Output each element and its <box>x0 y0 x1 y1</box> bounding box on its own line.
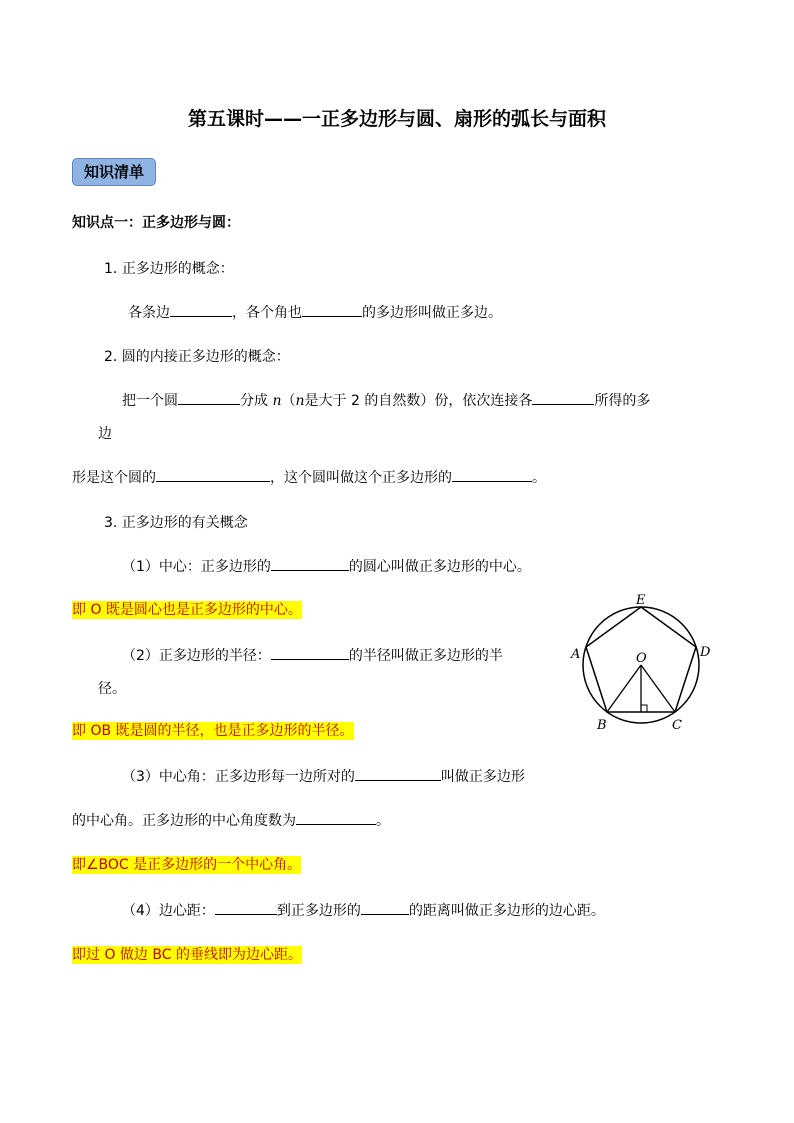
note-apothem <box>72 944 302 964</box>
item3-center-text-1: （1）中心：正多边形的 <box>122 559 271 575</box>
blank <box>296 810 376 825</box>
item3-center-text-2: 的圆心叫做正多边形的中心。 <box>348 559 531 575</box>
pentagon-circle-figure <box>566 592 726 738</box>
right-angle-mark <box>641 705 647 712</box>
blank <box>452 467 532 482</box>
page-title: 第五课时——一正多边形与圆、扇形的弧长与面积 <box>187 108 606 130</box>
item3-central-angle <box>122 766 525 786</box>
item3-apothem-text-3: 的距离叫做正多边形的边心距。 <box>408 903 605 919</box>
item3-apothem-text-2: 到正多边形的 <box>276 903 361 919</box>
item2-text-3: （ <box>281 393 296 409</box>
item2-text-9: 。 <box>532 470 546 486</box>
blank <box>355 766 441 781</box>
label-E: E <box>636 593 646 608</box>
blank <box>215 900 277 915</box>
item2-line2: 边 <box>98 426 112 442</box>
item2-line3 <box>72 467 546 487</box>
note-center <box>72 599 302 619</box>
item1-heading: 1. 正多边形的概念： <box>104 261 234 277</box>
blank <box>271 645 349 660</box>
segment-OB <box>607 665 641 712</box>
blank <box>361 900 409 915</box>
item2-text-7: 形是这个圆的 <box>72 470 156 486</box>
highlight-note: 即∠BOC 是正多边形的一个中心角。 <box>72 857 302 873</box>
blank <box>271 556 349 571</box>
item2-text-1: 把一个圆 <box>122 393 178 409</box>
item1-text-2: ，各个角也 <box>232 305 302 321</box>
item1-body <box>128 302 502 322</box>
highlight-note: 即 OB 既是圆的半径，也是正多边形的半径。 <box>72 723 354 739</box>
item3-angle-text-2: 叫做正多边形 <box>440 769 525 785</box>
item3-angle-text-1: （3）中心角：正多边形每一边所对的 <box>122 769 355 785</box>
highlight-note: 即过 O 做边 BC 的垂线即为边心距。 <box>72 947 302 963</box>
item2-line1 <box>122 390 650 410</box>
item3-center <box>122 556 531 576</box>
item3-radius-text-2: 的半径叫做正多边形的半 <box>348 648 503 664</box>
note-radius <box>72 720 354 740</box>
section-tag: 知识清单 <box>72 158 156 186</box>
label-D: D <box>700 645 711 660</box>
item3-radius <box>122 645 503 665</box>
item3-radius-cont: 径。 <box>98 681 126 697</box>
label-B: B <box>597 718 607 733</box>
blank <box>156 467 270 482</box>
item3-central-angle-cont <box>72 810 390 830</box>
item1-text-1: 各条边 <box>128 305 170 321</box>
item2-text-5: 所得的多 <box>594 393 651 409</box>
item3-heading: 3. 正多边形的有关概念 <box>104 515 248 531</box>
blank <box>532 390 594 405</box>
item1-text-3: 的多边形叫做正多边。 <box>362 305 502 321</box>
highlight-note: 即 O 既是圆心也是正多边形的中心。 <box>72 602 302 618</box>
item3-angle-text-4: 。 <box>376 813 390 829</box>
blank <box>178 390 240 405</box>
item3-angle-text-3: 的中心角。正多边形的中心角度数为 <box>72 813 296 829</box>
blank <box>170 302 232 317</box>
item3-apothem-text-1: （4）边心距： <box>122 903 215 919</box>
variable-n: n <box>272 393 282 409</box>
item3-radius-text-1: （2）正多边形的半径： <box>122 648 271 664</box>
item2-text-4: 是大于 2 的自然数）份，依次连接各 <box>304 393 533 409</box>
item2-text-2: 分成 <box>240 393 268 409</box>
item2-heading: 2. 圆的内接正多边形的概念： <box>104 349 290 365</box>
knowledge-point-heading: 知识点一：正多边形与圆： <box>72 215 240 231</box>
label-C: C <box>672 718 682 733</box>
blank <box>302 302 362 317</box>
note-central-angle <box>72 854 301 874</box>
item3-apothem <box>122 900 605 920</box>
label-O: O <box>636 651 647 666</box>
variable-n: n <box>295 393 305 409</box>
item2-text-8: ，这个圆叫做这个正多边形的 <box>270 470 452 486</box>
label-A: A <box>571 647 581 662</box>
